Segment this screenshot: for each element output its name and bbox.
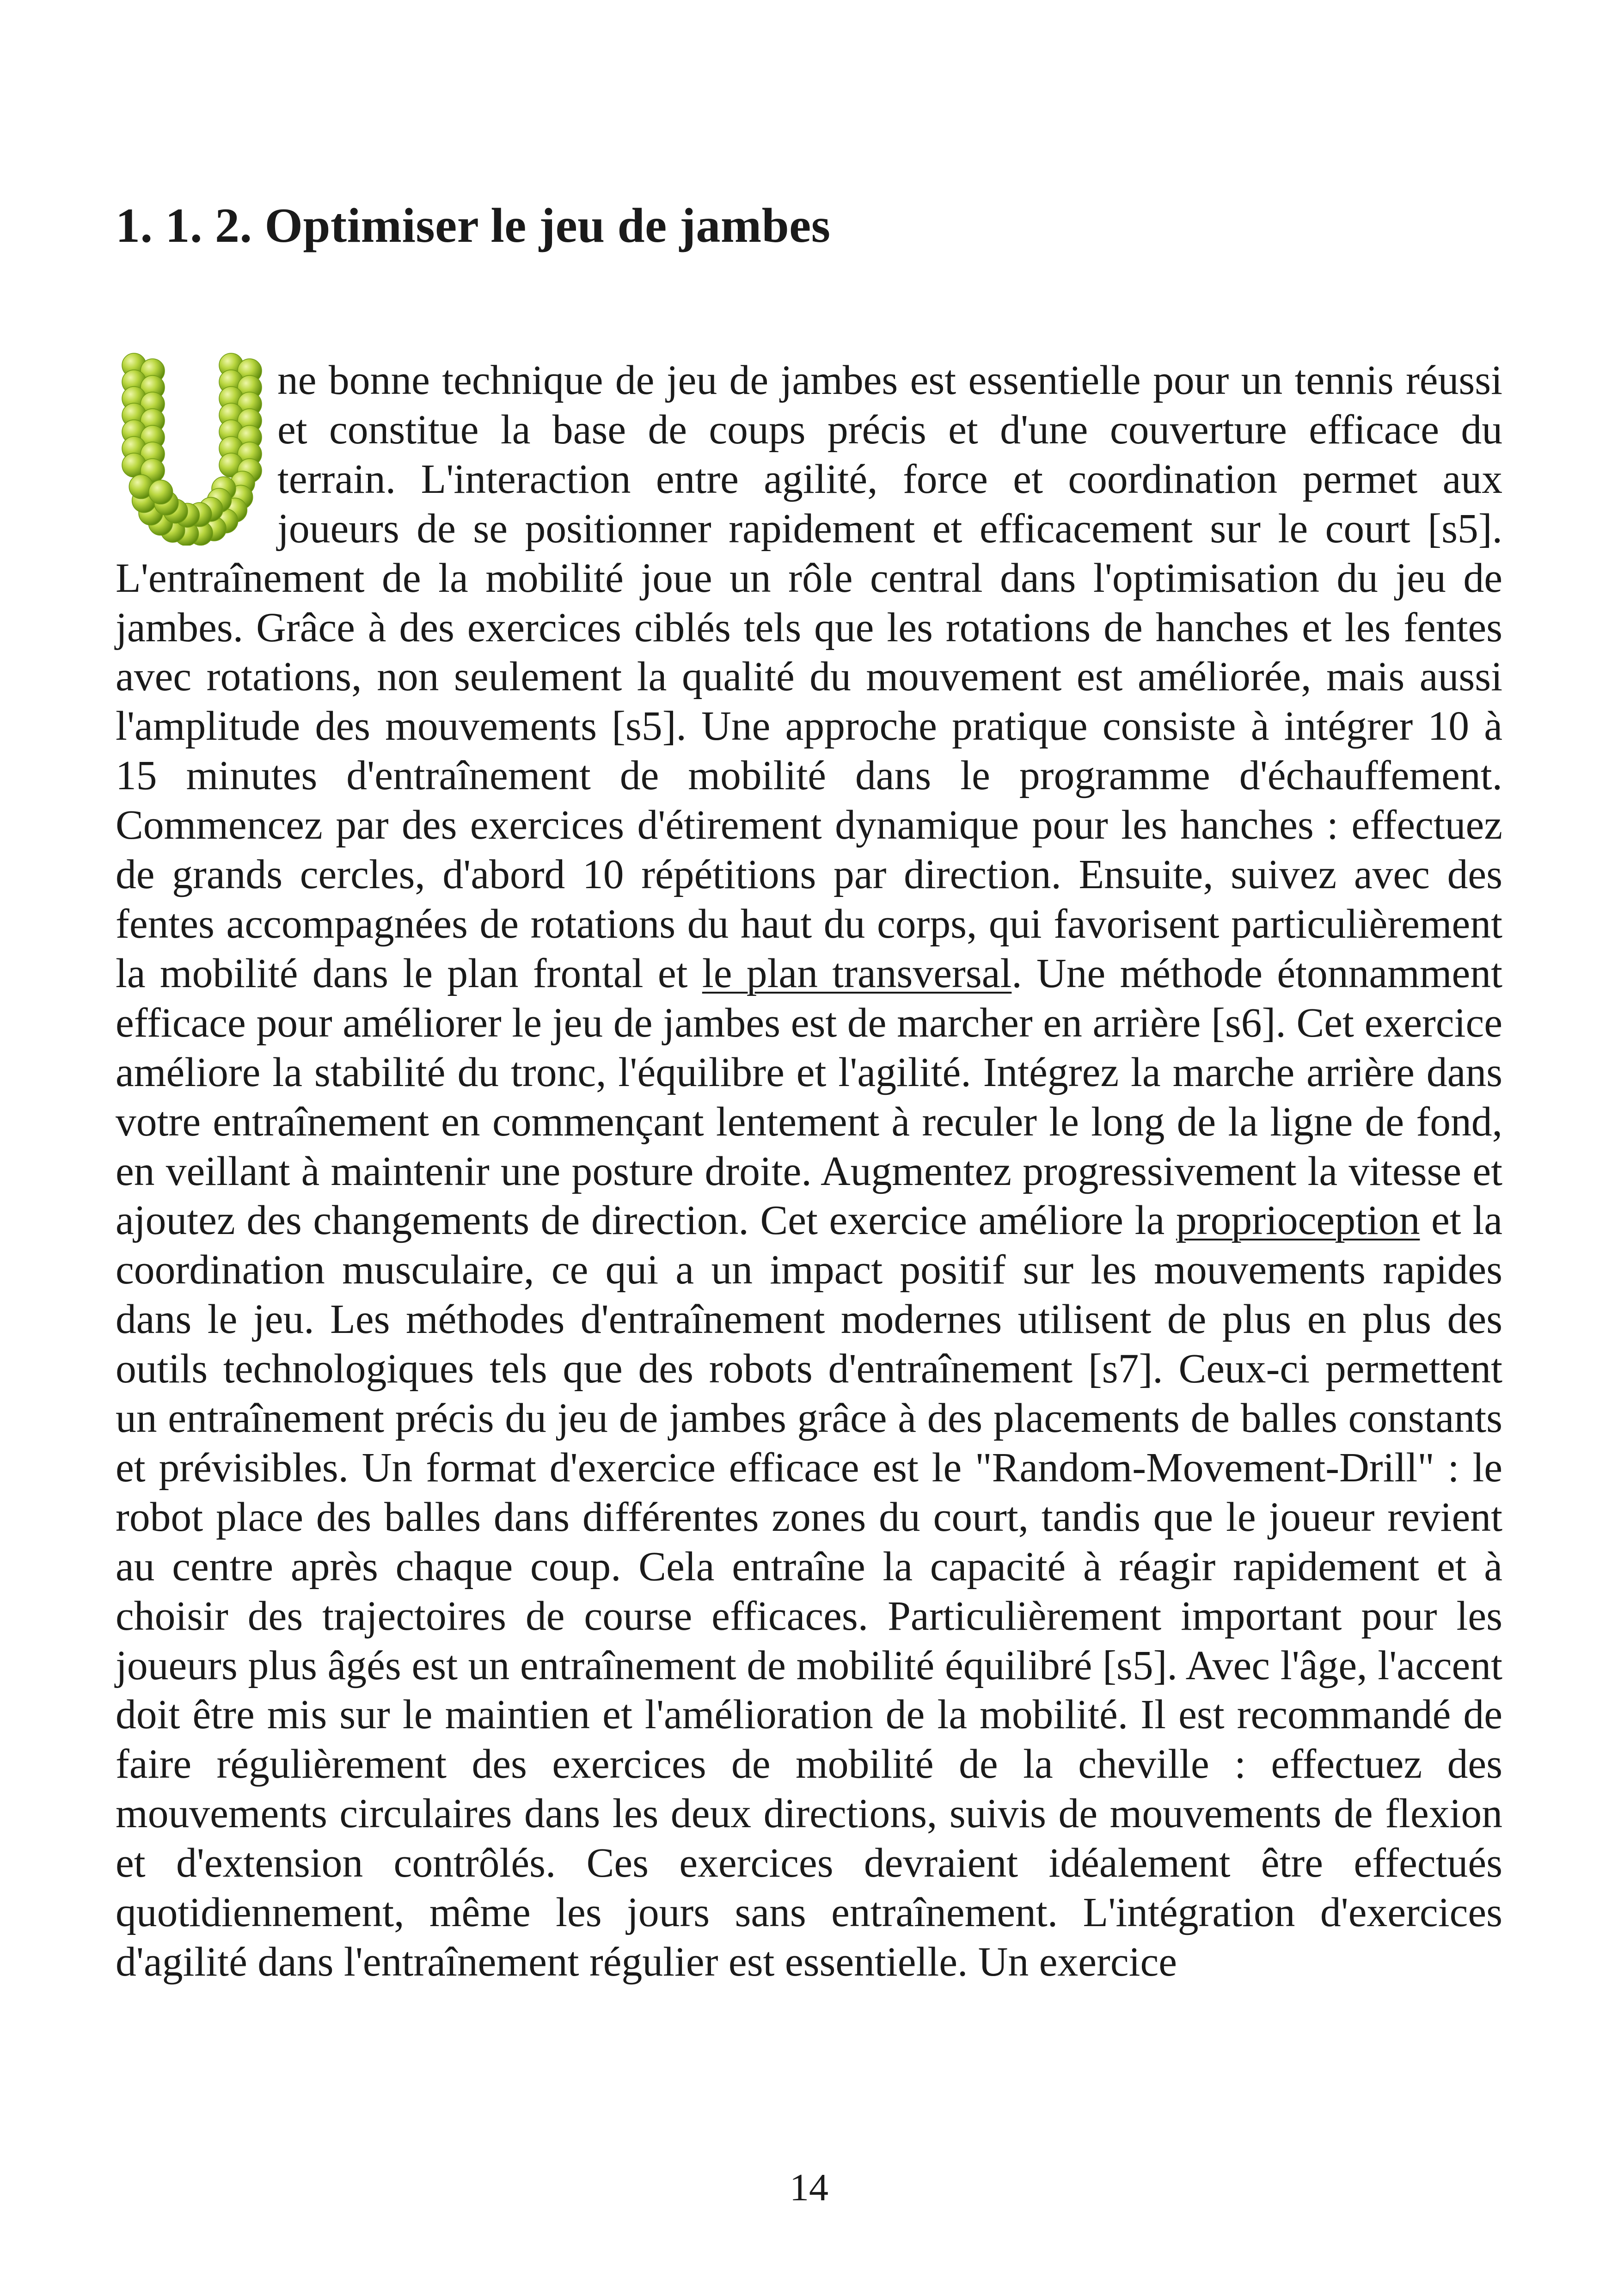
link-plan-transversal[interactable]: le plan transversal <box>702 950 1012 996</box>
paragraph-text-3: et la coordination musculaire, ce qui a un impact positif sur les mouvements rapides dans le jeu. Les méthodes d'entraînement modernes utilisent de plus en plus des outils technologiques tels que des robots d'entraînement [s7]. Ceux-ci permettent un entraînement précis du jeu de jambes grâce à des placements de balles constants et prévisibles. Un format d'exercice efficace est le "Random-Movement-Drill" : le robot place des balles dans différentes zones du court, tandis que le joueur revient au centre après chaque coup. Cela entraîne la capacité à réagir rapidement et à choisir des trajectoires de course efficaces. Particulièrement important pour les joueurs plus âgés est un entraînement de mobilité équilibré [s5]. Avec l'âge, l'accent doit être mis sur le maintien et l'amélioration de la mobilité. Il est recommandé de faire régulièrement des exercices de mobilité de la cheville : effectuez des mouvements circulaires dans les deux directions, suivis de mouvements de flexion et d'extension contrôlés. Ces exercices devraient idéalement être effectués quotidiennement, même les jours sans entraînement. L'intégration d'exercices d'agilité dans l'entraînement régulier est essentielle. Un exercice <box>116 1197 1502 1985</box>
paragraph-text-1: ne bonne technique de jeu de jambes est essentielle pour un tennis réussi et constitue la base de coups précis et d'une couverture efficace du terrain. L'interaction entre agilité, force et coordination permet aux joueurs de se positionner rapidement et efficacement sur le court [s5]. L'entraînement de la mobilité joue un rôle central dans l'optimisation du jeu de jambes. Grâce à des exercices ciblés tels que les rotations de hanches et les fentes avec rotations, non seulement la qualité du mouvement est améliorée, mais aussi l'amplitude des mouvements [s5]. Une approche pratique consiste à intégrer 10 à 15 minutes d'entraînement de mobilité dans le programme d'échauffement. Commencez par des exercices d'étirement dynamique pour les hanches : effectuez de grands cercles, d'abord 10 répétitions par direction. Ensuite, suivez avec des fentes accompagnées de rotations du haut du corps, qui favorisent particulièrement la mobilité dans le plan frontal et <box>116 357 1502 996</box>
paragraph-text-2: . Une méthode étonnamment efficace pour améliorer le jeu de jambes est de marcher en arrière [s6]. Cet exercice améliore la stabilité du tronc, l'équilibre et l'agilité. Intégrez la marche arrière dans votre entraînement en commençant lentement à reculer le long de la ligne de fond, en veillant à maintenir une posture droite. Augmentez progressivement la vitesse et ajoutez des changements de direction. Cet exercice améliore la <box>116 950 1502 1244</box>
link-proprioception[interactable]: proprioception <box>1176 1197 1420 1244</box>
tennis-ball-letter-u-icon <box>116 351 268 546</box>
page-number: 14 <box>790 2166 828 2209</box>
section-heading: 1. 1. 2. Optimiser le jeu de jambes <box>116 198 831 252</box>
body-paragraph <box>116 356 1502 1987</box>
